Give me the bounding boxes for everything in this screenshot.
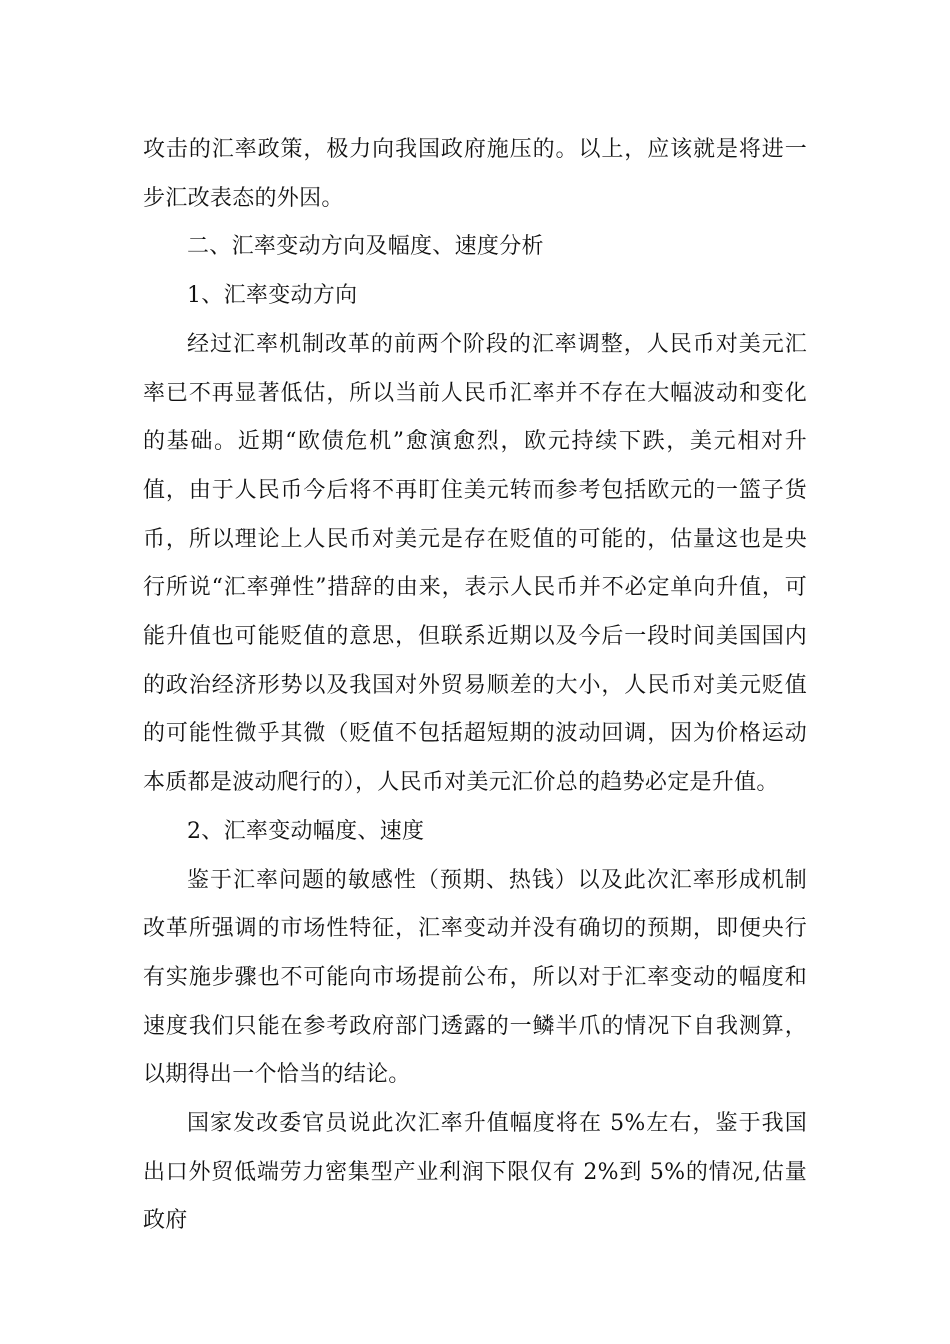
subsection-heading-direction: 1、汇率变动方向 bbox=[187, 283, 358, 309]
paragraph-magnitude: 鉴于汇率问题的敏感性（预期、热钱）以及此次汇率形成机制改革所强调的市场性特征，汇率变动并没有确切的预期，即便央行有实施步骤也不可能向市场提前公布，所以对于汇率变动的幅度和速度我们只能在参考政府部门透露的一鳞半爪的情况下自我测算，以期得出一个恰当的结论。 bbox=[143, 867, 807, 1088]
subsection-heading-magnitude: 2、汇率变动幅度、速度 bbox=[187, 818, 425, 844]
paragraph-continuation: 攻击的汇率政策，极力向我国政府施压的。以上，应该就是将进一步汇改表态的外因。 bbox=[143, 137, 807, 211]
paragraph-direction: 经过汇率机制改革的前两个阶段的汇率调整，人民币对美元汇率已不再显著低估，所以当前人民币汇率并不存在大幅波动和变化的基础。近期“欧债危机”愈演愈烈，欧元持续下跌，美元相对升值，由于人民币今后将不再盯住美元转而参考包括欧元的一篮子货币，所以理论上人民币对美元是存在贬值的可能的，估量这也是央行所说“汇率弹性”措辞的由来，表示人民币并不必定单向升值，可能升值也可能贬值的意思，但联系近期以及今后一段时间美国国内的政治经济形势以及我国对外贸易顺差的大小，人民币对美元贬值的可能性微乎其微（贬值不包括超短期的波动回调，因为价格运动本质都是波动爬行的），人民币对美元汇价总的趋势必定是升值。 bbox=[143, 331, 807, 796]
section-heading: 二、汇率变动方向及幅度、速度分析 bbox=[187, 234, 544, 260]
document-body bbox=[143, 126, 807, 1246]
paragraph-ndrc: 国家发改委官员说此次汇率升值幅度将在 5%左右，鉴于我国出口外贸低端劳力密集型产业利润下限仅有 2%到 5%的情况,估量政府 bbox=[143, 1111, 807, 1234]
